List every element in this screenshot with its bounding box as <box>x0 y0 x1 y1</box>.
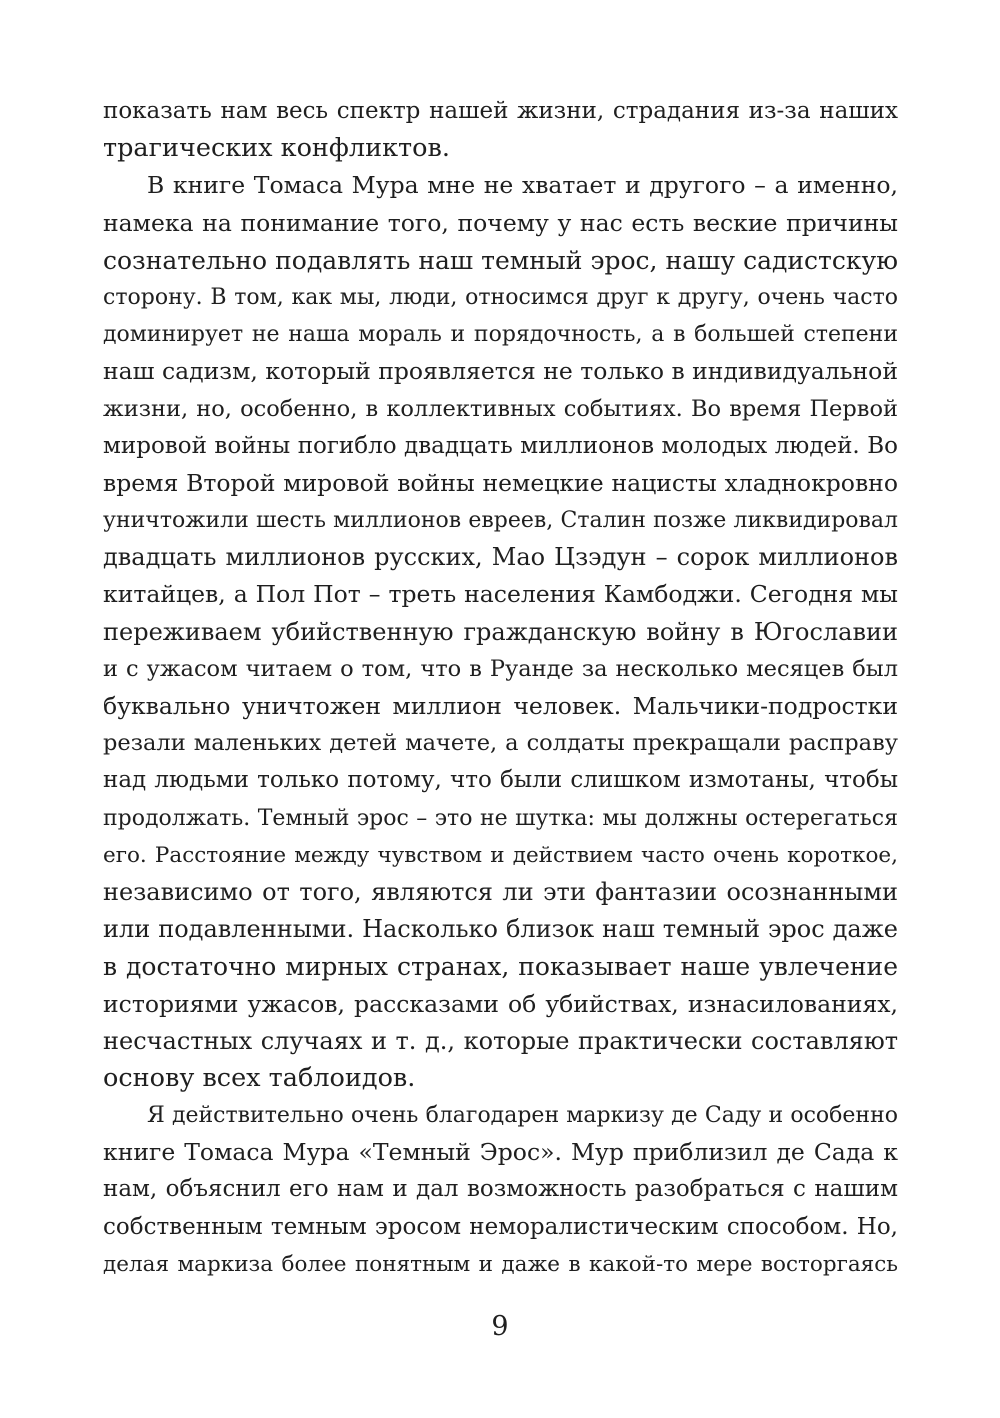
text-line: намека на понимание того, почему у нас есть веские причины <box>103 208 898 237</box>
text-line: доминирует не наша мораль и порядочность, а в большей степени <box>103 322 898 348</box>
text-line: сознательно подавлять наш темный эрос, нашу садистскую <box>103 245 898 275</box>
text-line: время Второй мировой войны немецкие нацисты хладнокровно <box>103 468 898 497</box>
text-line: показать нам весь спектр нашей жизни, страдания из-за наших <box>103 98 898 124</box>
text-line: двадцать миллионов русских, Мао Цзэдун – сорок миллионов <box>103 543 898 572</box>
text-line: делая маркиза более понятным и даже в какой-то мере восторгаясь <box>103 1251 898 1277</box>
text-line: В книге Томаса Мура мне не хватает и другого – а именно, <box>147 171 898 200</box>
text-line: над людьми только потому, что были слишком измотаны, чтобы <box>103 767 898 794</box>
text-line: или подавленными. Насколько близок наш темный эрос даже <box>103 915 898 944</box>
text-line: независимо от того, являются ли эти фантазии осознанными <box>103 877 898 906</box>
text-line: китайцев, а Пол Пот – треть населения Камбоджи. Сегодня мы <box>103 580 898 609</box>
text-line: нам, объяснил его нам и дал возможность разобраться с нашим <box>103 1176 898 1203</box>
text-line: и с ужасом читаем о том, что в Руанде за несколько месяцев был <box>103 655 898 682</box>
text-line: продолжать. Темный эрос – это не шутка: мы должны остерегаться <box>103 805 898 831</box>
text-line: резали маленьких детей мачете, а солдаты прекращали расправу <box>103 730 898 757</box>
text-line: книге Томаса Мура «Темный Эрос». Мур приблизил де Сада к <box>103 1138 898 1167</box>
text-line: уничтожили шесть миллионов евреев, Сталин позже ликвидировал <box>103 508 898 534</box>
text-line: историями ужасов, рассказами об убийствах, изнасилованиях, <box>103 989 898 1018</box>
text-line: трагических конфликтов. <box>103 133 450 164</box>
text-line: жизни, но, особенно, в коллективных событиях. Во время Первой <box>103 395 898 422</box>
text-line: в достаточно мирных странах, показывает наше увлечение <box>103 952 898 982</box>
text-line: буквально уничтожен миллион человек. Мальчики-подростки <box>103 692 898 720</box>
text-line: наш садизм, который проявляется не только в индивидуальной <box>103 357 898 386</box>
text-line: собственным темным эросом неморалистическим способом. Но, <box>103 1213 898 1240</box>
text-line: переживаем убийственную гражданскую войну в Югославии <box>103 617 898 646</box>
text-line: основу всех таблоидов. <box>103 1062 416 1093</box>
page-body <box>103 93 898 1283</box>
text-line: сторону. В том, как мы, люди, относимся друг к другу, очень часто <box>103 284 898 310</box>
text-line: несчастных случаях и т. д., которые практически составляют <box>103 1026 898 1055</box>
text-line: его. Расстояние между чувством и действием часто очень короткое, <box>103 842 898 868</box>
text-line: Я действительно очень благодарен маркизу де Саду и особенно <box>147 1103 898 1129</box>
text-line: мировой войны погибло двадцать миллионов молодых людей. Во <box>103 432 898 459</box>
page-number: 9 <box>491 1311 509 1342</box>
